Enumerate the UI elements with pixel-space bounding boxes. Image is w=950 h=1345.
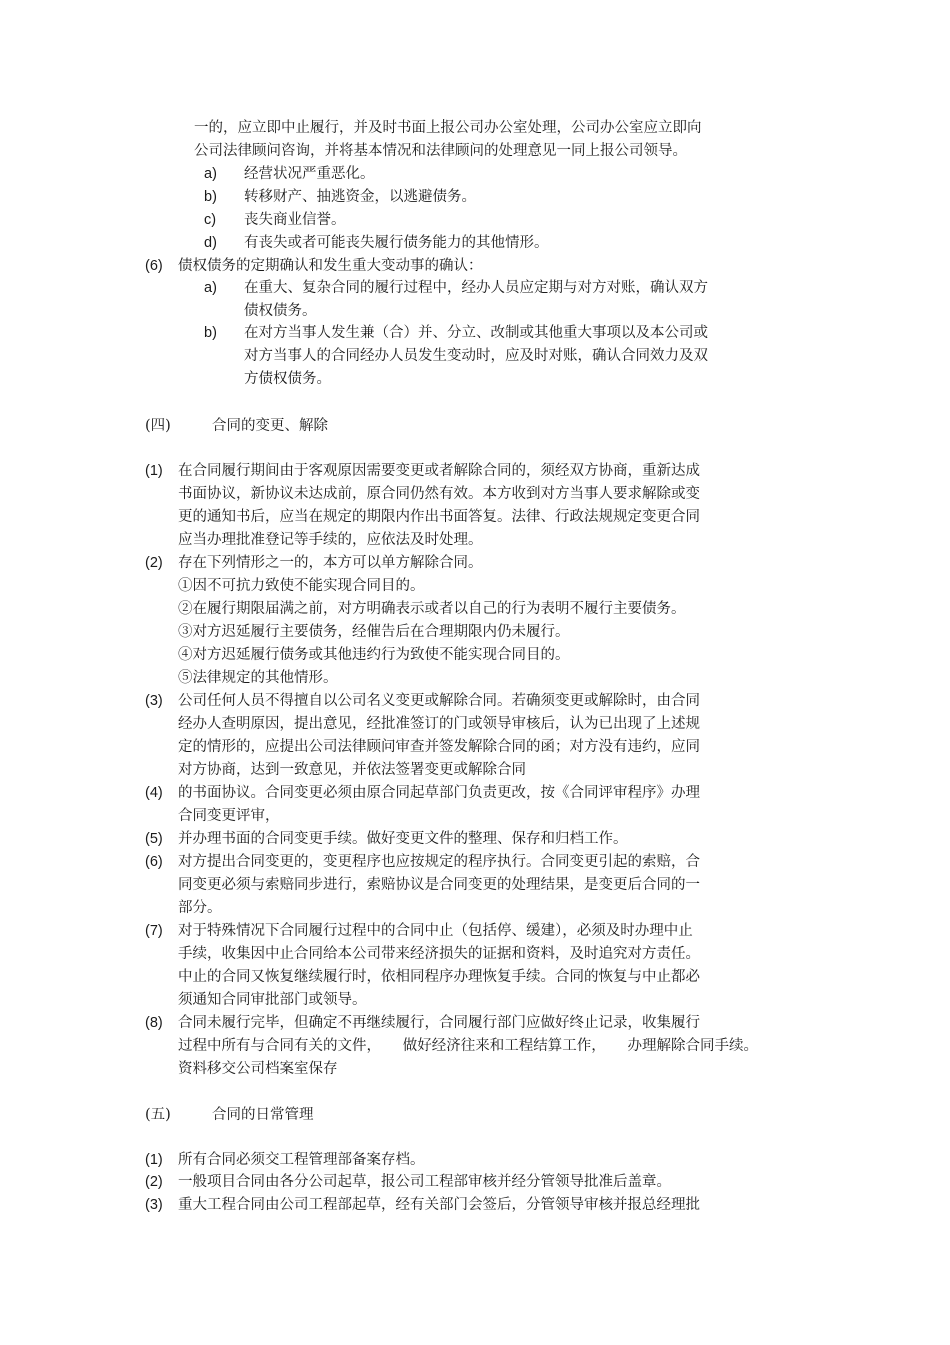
list-item: 有丧失或者可能丧失履行债务能力的其他情形。 [244, 235, 549, 251]
item-number: (1) [145, 1152, 163, 1168]
paragraph-line: 同变更必须与索赔同步进行，索赔协议是合同变更的处理结果，是变更后合同的一 [178, 877, 700, 893]
paragraph-line: 手续，收集因中止合同给本公司带来经济损失的证据和资料，及时追究对方责任。 [178, 946, 700, 962]
paragraph-line: 所有合同必须交工程管理部备案存档。 [178, 1152, 425, 1168]
item-number: (7) [145, 923, 163, 939]
paragraph-line: 合同变更评审， [178, 808, 280, 824]
paragraph-line: ⑤法律规定的其他情形。 [178, 670, 338, 686]
paragraph-line: 并办理书面的合同变更手续。做好变更文件的整理、保存和归档工作。 [178, 831, 628, 847]
item-number: (2) [145, 1174, 163, 1190]
paragraph-line: ④对方迟延履行债务或其他违约行为致使不能实现合同目的。 [178, 647, 570, 663]
item-number: (3) [145, 693, 163, 709]
paragraph-line: 对方提出合同变更的，变更程序也应按规定的程序执行。合同变更引起的索赔，合 [178, 854, 700, 870]
paragraph-line: 合同未履行完毕，但确定不再继续履行，合同履行部门应做好终止记录，收集履行 [178, 1015, 700, 1031]
list-label: b) [204, 189, 217, 205]
paragraph-line: 重大工程合同由公司工程部起草，经有关部门会签后，分管领导审核并报总经理批 [178, 1197, 700, 1213]
item-number: (2) [145, 555, 163, 571]
paragraph-line: 公司任何人员不得擅自以公司名义变更或解除合同。若确须变更或解除时，由合同 [178, 693, 700, 709]
list-item: 经营状况严重恶化。 [244, 166, 375, 182]
list-item: 对方当事人的合同经办人员发生变动时，应及时对账，确认合同效力及双 [244, 348, 708, 364]
paragraph-line: 一的，应立即中止履行，并及时书面上报公司办公室处理，公司办公室应立即向 [194, 120, 702, 136]
item-number: (3) [145, 1197, 163, 1213]
paragraph-line: 须通知合同审批部门或领导。 [178, 992, 367, 1008]
item-number: (8) [145, 1015, 163, 1031]
list-label: d) [204, 235, 217, 251]
list-label: b) [204, 325, 217, 341]
item-number: (6) [145, 854, 163, 870]
list-label: a) [204, 166, 217, 182]
paragraph-line: 在合同履行期间由于客观原因需要变更或者解除合同的，须经双方协商，重新达成 [178, 463, 700, 479]
paragraph-line: ①因不可抗力致使不能实现合同目的。 [178, 578, 425, 594]
paragraph-line: 应当办理批准登记等手续的，应依法及时处理。 [178, 532, 483, 548]
paragraph-line: 的书面协议。合同变更必须由原合同起草部门负责更改，按《合同评审程序》办理 [178, 785, 700, 801]
section-number: (四) [145, 418, 171, 434]
item-number: (4) [145, 785, 163, 801]
paragraph-line: 中止的合同又恢复继续履行时，依相同程序办理恢复手续。合同的恢复与中止都必 [178, 969, 700, 985]
paragraph-line: 定的情形的，应提出公司法律顾问审查并签发解除合同的函；对方没有违约，应同 [178, 739, 700, 755]
list-item: 债权债务。 [244, 303, 317, 319]
paragraph-line: 经办人查明原因，提出意见，经批准签订的门或领导审核后，认为已出现了上述规 [178, 716, 700, 732]
paragraph-line: 书面协议，新协议未达成前，原合同仍然有效。本方收到对方当事人要求解除或变 [178, 486, 700, 502]
paragraph-line: 资料移交公司档案室保存 [178, 1061, 338, 1077]
paragraph-line: 更的通知书后，应当在规定的期限内作出书面答复。法律、行政法规规定变更合同 [178, 509, 700, 525]
paragraph-line: ③对方迟延履行主要债务，经催告后在合理期限内仍未履行。 [178, 624, 570, 640]
list-label: a) [204, 280, 217, 296]
section-title: 合同的日常管理 [212, 1107, 314, 1123]
list-item: 在对方当事人发生兼（合）并、分立、改制或其他重大事项以及本公司或 [244, 325, 708, 341]
list-label: c) [204, 212, 217, 228]
item-number: (1) [145, 463, 163, 479]
paragraph-line: 一般项目合同由各分公司起草，报公司工程部审核并经分管领导批准后盖章。 [178, 1174, 671, 1190]
paragraph-line: 存在下列情形之一的，本方可以单方解除合同。 [178, 555, 483, 571]
list-item: 丧失商业信誉。 [244, 212, 346, 228]
section-title: 合同的变更、解除 [212, 418, 328, 434]
section-number: (五) [145, 1107, 171, 1123]
list-item: 转移财产、抽逃资金，以逃避债务。 [244, 189, 476, 205]
paragraph-line: ②在履行期限届满之前，对方明确表示或者以自己的行为表明不履行主要债务。 [178, 601, 686, 617]
list-item: 方债权债务。 [244, 371, 331, 387]
list-item: 在重大、复杂合同的履行过程中，经办人员应定期与对方对账，确认双方 [244, 280, 708, 296]
item-number: (5) [145, 831, 163, 847]
paragraph-line: 对方协商，达到一致意见，并依法签署变更或解除合同 [178, 762, 526, 778]
paragraph-line: 部分。 [178, 900, 222, 916]
paragraph-line: 公司法律顾问咨询，并将基本情况和法律顾问的处理意见一同上报公司领导。 [194, 143, 687, 159]
paragraph-line: 对于特殊情况下合同履行过程中的合同中止（包括停、缓建），必须及时办理中止 [178, 923, 693, 939]
item-number: (6) [145, 258, 163, 274]
paragraph-line: 过程中所有与合同有关的文件， 做好经济往来和工程结算工作， 办理解除合同手续。 [178, 1038, 758, 1054]
paragraph-line: 债权债务的定期确认和发生重大变动事的确认： [178, 258, 483, 274]
